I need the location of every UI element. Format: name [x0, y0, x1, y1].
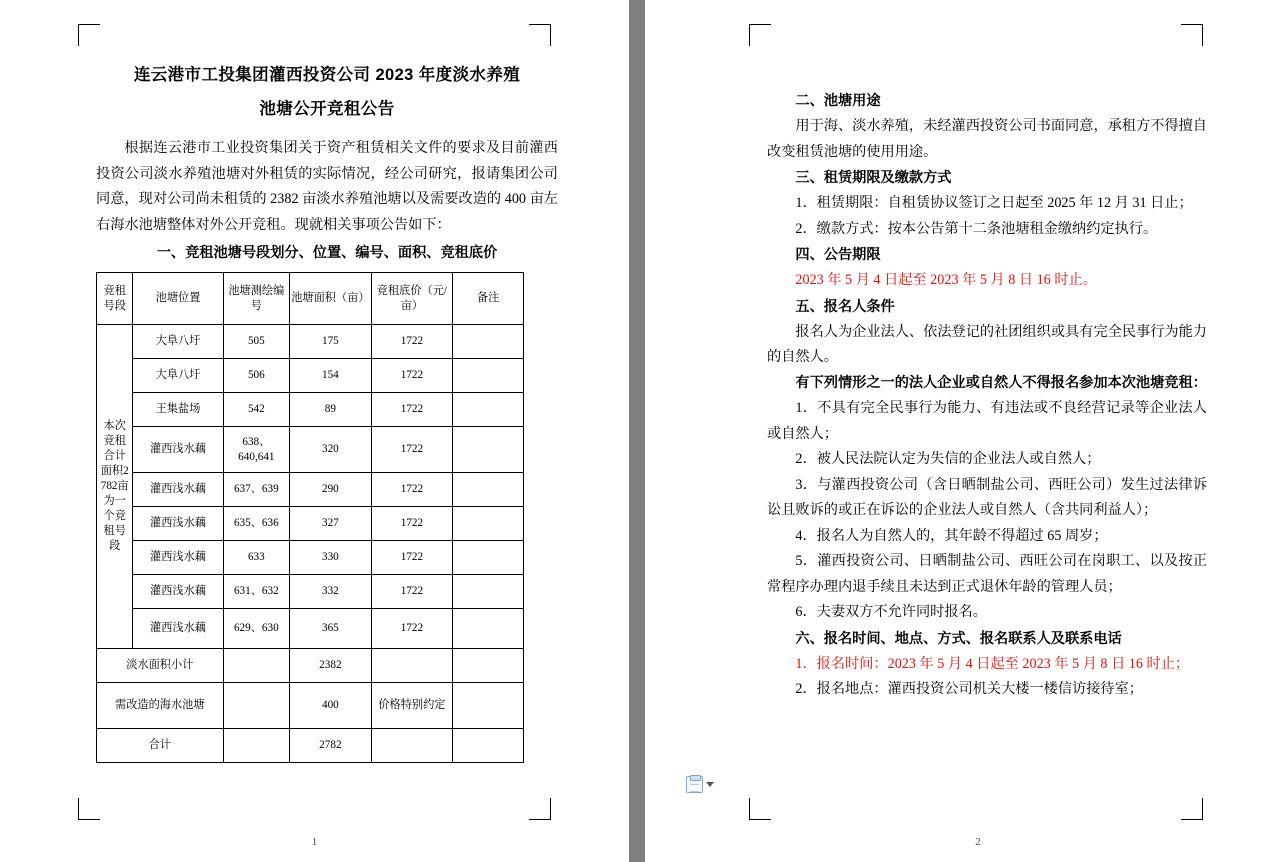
section-five-item-3: 3．与灌西投资公司（含日晒制盐公司、西旺公司）发生过法律诉讼且败诉的或正在诉讼的企业法人或自然人（含共同利益人）；	[767, 476, 1207, 518]
table-cell-area: 330	[290, 541, 372, 575]
table-row	[97, 359, 524, 393]
clipboard-icon[interactable]	[686, 776, 703, 793]
table-cell-subtotal-area: 2382	[290, 649, 372, 683]
table-cell-location: 灌西浅水藕	[133, 609, 223, 649]
crop-mark-bottom-left-icon	[78, 798, 100, 820]
section-five-item-4: 4．报名人为自然人的，其年龄不得超过 65 周岁；	[795, 527, 1108, 544]
bid-table	[96, 272, 524, 763]
table-cell-total-label: 合计	[97, 729, 224, 763]
table-cell-subtotal-label: 淡水面积小计	[97, 649, 224, 683]
table-header-cell: 备注	[453, 273, 524, 325]
page-title-line-2: 池塘公开竞租公告	[259, 100, 395, 118]
table-cell-location: 大阜八圩	[133, 359, 223, 393]
section-two-body: 用于海、淡水养殖，未经灌西投资公司书面同意，承租方不得擅自改变租赁池塘的使用用途。	[767, 118, 1207, 160]
crop-mark-top-left-icon	[749, 24, 771, 46]
crop-mark-bottom-right-icon	[1181, 798, 1203, 820]
section-six-item-1: 1．报名时间：2023 年 5 月 4 日起至 2023 年 5 月 8 日 16 时止；	[795, 655, 1190, 672]
section-five-item-5: 5．灌西投资公司、日晒制盐公司、西旺公司在岗职工、以及按正常程序办理内退手续且未达到正式退休年龄的管理人员；	[767, 553, 1207, 595]
table-cell-code: 506	[223, 359, 290, 393]
table-cell-seawater-code	[223, 683, 290, 729]
table-cell-seawater-price: 价格特别约定	[371, 683, 453, 729]
section-five-body: 报名人为企业法人、依法登记的社团组织或具有完全民事行为能力的自然人。	[767, 323, 1207, 365]
table-row	[97, 393, 524, 427]
crop-mark-top-left-icon	[78, 24, 100, 46]
table-cell-subtotal-code	[223, 649, 290, 683]
table-cell-note	[453, 473, 524, 507]
table-row	[97, 427, 524, 473]
crop-mark-top-right-icon	[1181, 24, 1203, 46]
table-row	[97, 575, 524, 609]
table-cell-area: 320	[290, 427, 372, 473]
paste-options-widget[interactable]	[686, 776, 714, 793]
table-cell-location: 大阜八圩	[133, 325, 223, 359]
table-row	[97, 507, 524, 541]
table-row	[97, 473, 524, 507]
table-cell-price: 1722	[371, 609, 453, 649]
table-cell-code: 633	[223, 541, 290, 575]
table-cell-note	[453, 541, 524, 575]
table-cell-total-area: 2782	[290, 729, 372, 763]
table-cell-location: 灌西浅水藕	[133, 427, 223, 473]
table-cell-code: 638、640,641	[223, 427, 290, 473]
table-cell-location: 灌西浅水藕	[133, 541, 223, 575]
section-one-heading: 一、竞租池塘号段划分、位置、编号、面积、竞租底价	[156, 245, 498, 261]
table-cell-location: 王集盐场	[133, 393, 223, 427]
table-cell-seawater-area: 400	[290, 683, 372, 729]
table-cell-area: 332	[290, 575, 372, 609]
table-cell-price: 1722	[371, 359, 453, 393]
table-cell-area: 327	[290, 507, 372, 541]
table-cell-code: 631、632	[223, 575, 290, 609]
table-cell-note	[453, 609, 524, 649]
table-cell-price: 1722	[371, 427, 453, 473]
table-cell-note	[453, 359, 524, 393]
table-cell-seawater-label: 需改造的海水池塘	[97, 683, 224, 729]
document-page-2	[645, 0, 1283, 862]
table-header-cell: 竞租号段	[97, 273, 133, 325]
table-cell-location: 灌西浅水藕	[133, 575, 223, 609]
table-cell-seawater-note	[453, 683, 524, 729]
section-three-heading: 三、租赁期限及缴款方式	[795, 170, 952, 186]
intro-paragraph: 根据连云港市工业投资集团关于资产租赁相关文件的要求及目前灌西投资公司淡水养殖池塘对外租赁的实际情况，经公司研究，报请集团公司同意，现对公司尚未租赁的 2382 亩淡水养殖池塘以及需要改造的 400 亩左右海水池塘整体对外公开竞租。现就相关事项公告如下：	[96, 140, 558, 233]
table-header-row	[97, 273, 524, 325]
table-cell-area: 89	[290, 393, 372, 427]
crop-mark-bottom-left-icon	[749, 798, 771, 820]
table-row-total	[97, 729, 524, 763]
table-cell-subtotal-price	[371, 649, 453, 683]
section-six-heading: 六、报名时间、地点、方式、报名联系人及联系电话	[795, 630, 1122, 647]
table-cell-subtotal-note	[453, 649, 524, 683]
table-cell-total-note	[453, 729, 524, 763]
section-four-heading: 四、公告期限	[795, 247, 881, 263]
table-cell-area: 154	[290, 359, 372, 393]
section-three-item-2: 2．缴款方式：按本公告第十二条池塘租金缴纳约定执行。	[795, 220, 1158, 237]
table-cell-note	[453, 325, 524, 359]
table-row	[97, 541, 524, 575]
table-header-cell: 竞租底价（元/亩）	[371, 273, 453, 325]
caret-down-icon[interactable]	[706, 782, 714, 787]
page-number-2: 2	[975, 836, 981, 848]
section-five-sub-heading: 有下列情形之一的法人企业或自然人不得报名参加本次池塘竞租：	[795, 374, 1207, 391]
document-page-1	[0, 0, 629, 862]
page-2-content	[767, 88, 1207, 703]
section-five-item-1: 1．不具有完全民事行为能力、有违法或不良经营记录等企业法人或自然人；	[767, 400, 1207, 442]
table-cell-price: 1722	[371, 507, 453, 541]
section-five-item-6: 6．夫妻双方不允许同时报名。	[795, 604, 987, 620]
table-header-cell: 池塘面积（亩）	[290, 273, 372, 325]
table-cell-total-code	[223, 729, 290, 763]
table-cell-code: 635、636	[223, 507, 290, 541]
table-cell-code: 505	[223, 325, 290, 359]
table-cell-code: 542	[223, 393, 290, 427]
page-1-content	[96, 60, 558, 763]
page-number-1: 1	[311, 836, 318, 848]
crop-mark-top-right-icon	[529, 24, 551, 46]
table-cell-price: 1722	[371, 575, 453, 609]
section-five-heading: 五、报名人条件	[795, 298, 895, 315]
table-cell-price: 1722	[371, 325, 453, 359]
table-cell-note	[453, 507, 524, 541]
page-title-line-1: 连云港市工投集团灌西投资公司 2023 年度淡水养殖	[133, 66, 521, 84]
table-row	[97, 325, 524, 359]
merged-bid-section-cell: 本次竞租合计面积2782亩为一个竞租号段	[97, 325, 133, 649]
table-row-subtotal	[97, 649, 524, 683]
table-row-seawater	[97, 683, 524, 729]
table-cell-price: 1722	[371, 473, 453, 507]
section-three-item-1: 1．租赁期限：自租赁协议签订之日起至 2025 年 12 月 31 日止；	[795, 195, 1193, 211]
section-five-item-2: 2．被人民法院认定为失信的企业法人或自然人；	[795, 451, 1101, 467]
table-cell-location: 灌西浅水藕	[133, 507, 223, 541]
table-cell-location: 灌西浅水藕	[133, 473, 223, 507]
table-cell-note	[453, 393, 524, 427]
table-cell-area: 365	[290, 609, 372, 649]
table-header-cell: 池塘位置	[133, 273, 223, 325]
table-cell-price: 1722	[371, 541, 453, 575]
section-two-heading: 二、池塘用途	[795, 93, 881, 109]
table-header-cell: 池塘测绘编号	[223, 273, 290, 325]
crop-mark-bottom-right-icon	[529, 798, 551, 820]
table-cell-note	[453, 427, 524, 473]
table-cell-area: 175	[290, 325, 372, 359]
table-cell-price: 1722	[371, 393, 453, 427]
table-row	[97, 609, 524, 649]
page-gutter	[629, 0, 645, 862]
table-cell-total-price	[371, 729, 453, 763]
table-cell-area: 290	[290, 473, 372, 507]
table-cell-code: 629、630	[223, 609, 290, 649]
table-cell-code: 637、639	[223, 473, 290, 507]
section-four-body: 2023 年 5 月 4 日起至 2023 年 5 月 8 日 16 时止。	[795, 272, 1097, 288]
table-cell-note	[453, 575, 524, 609]
section-six-item-2: 2．报名地点：灌西投资公司机关大楼一楼信访接待室；	[795, 681, 1143, 697]
